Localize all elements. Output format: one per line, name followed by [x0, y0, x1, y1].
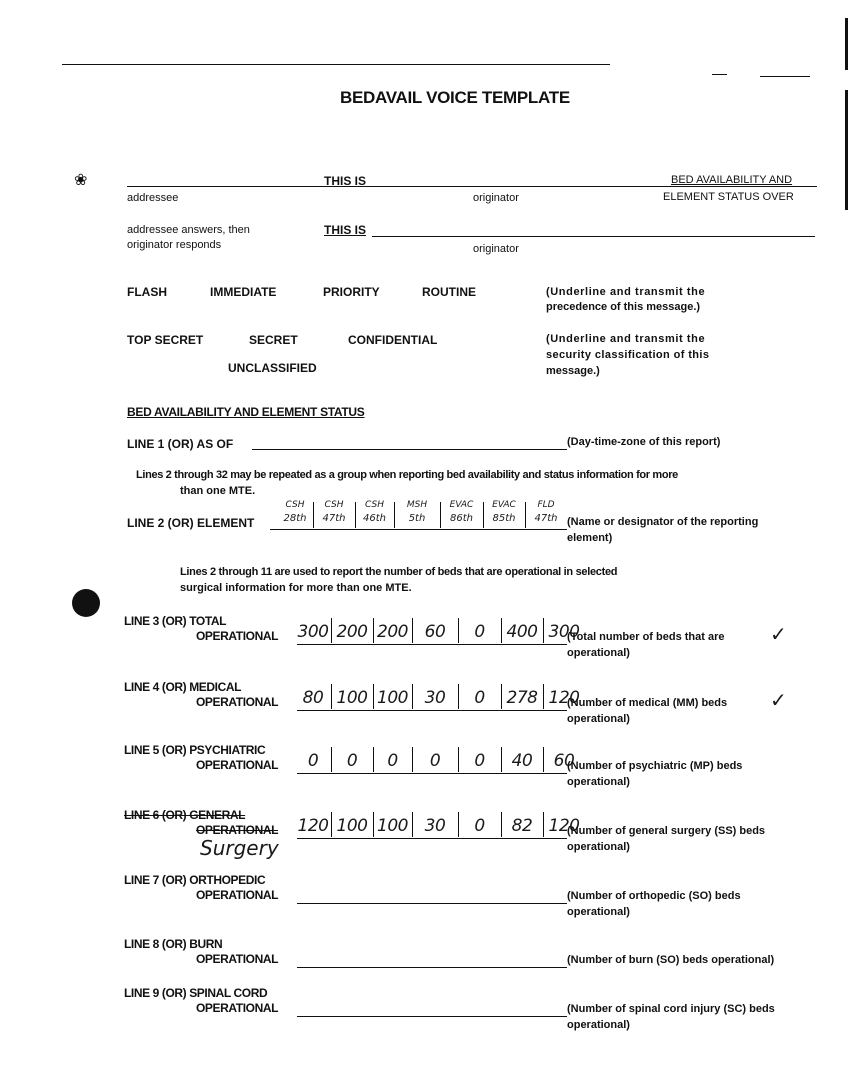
line-note-1: (Number of burn (SO) beds operational): [567, 954, 775, 966]
line-value: 278: [506, 688, 538, 708]
value-divider: [543, 747, 544, 772]
line-value: 60: [553, 751, 575, 771]
line-value: 100: [336, 688, 368, 708]
value-divider: [373, 747, 374, 772]
line-value: 0: [307, 751, 319, 771]
line-value: 0: [474, 816, 485, 836]
line-label-2: OPERATIONAL: [196, 888, 279, 902]
element-cell-top: MSH: [406, 500, 428, 510]
line-value: 82: [511, 816, 533, 836]
hole-punch: [72, 589, 100, 617]
line-value: 120: [548, 816, 580, 836]
this-is-label-1: THIS IS: [324, 174, 367, 188]
value-divider: [331, 747, 332, 772]
line-note-2: operational): [567, 906, 630, 918]
line-label-2: OPERATIONAL: [196, 758, 279, 772]
line-value: 120: [297, 816, 329, 836]
line-note-1: (Number of spinal cord injury (SC) beds: [567, 1003, 775, 1015]
value-divider: [373, 684, 374, 709]
line2-note-1: (Name or designator of the reporting: [567, 516, 759, 528]
line-field: [297, 710, 567, 711]
precedence-immediate: IMMEDIATE: [210, 285, 277, 299]
top-border-line-right2: [760, 76, 810, 77]
value-divider: [412, 618, 413, 643]
element-status-over: ELEMENT STATUS OVER: [663, 191, 794, 203]
element-cell-bottom: 47th: [322, 513, 346, 524]
line-value: 200: [336, 622, 368, 642]
line-value: 0: [387, 751, 398, 771]
value-divider: [458, 618, 459, 643]
value-divider: [331, 684, 332, 709]
element-cell-top: EVAC: [492, 500, 516, 510]
surgical-note-2: surgical information for more than one MTE.: [180, 582, 412, 594]
value-divider: [543, 618, 544, 643]
line-label-1: LINE 5 (OR) PSYCHIATRIC: [124, 743, 266, 757]
line-value: 0: [474, 622, 485, 642]
precedence-note-2: precedence of this message.): [546, 301, 701, 313]
handwritten-label: Surgery: [200, 836, 279, 860]
line-label-2: OPERATIONAL: [196, 823, 279, 837]
line-value: 100: [377, 688, 408, 708]
element-cell-top: CSH: [324, 500, 344, 510]
line-label-1: LINE 7 (OR) ORTHOPEDIC: [124, 873, 266, 887]
right-edge-mark2: [845, 90, 848, 210]
line-value: 0: [346, 751, 358, 771]
element-cell-top: CSH: [365, 500, 384, 510]
element-divider: [355, 502, 356, 528]
line-note-1: (Number of psychiatric (MP) beds: [567, 760, 743, 772]
line-note-2: operational): [567, 1019, 630, 1031]
class-note-1: (Underline and transmit the: [546, 333, 706, 345]
line-note-1: (Number of medical (MM) beds: [567, 697, 728, 709]
line-field: [297, 773, 567, 774]
element-divider: [483, 502, 484, 528]
line-value: 100: [377, 816, 408, 836]
line-value: 400: [506, 622, 538, 642]
element-cell-bottom: 5th: [408, 513, 426, 524]
line2-label: LINE 2 (OR) ELEMENT: [127, 516, 255, 530]
element-cell-bottom: 28th: [283, 513, 307, 524]
line-value: 0: [474, 688, 485, 708]
addressee-label: addressee: [127, 192, 179, 204]
value-divider: [543, 684, 544, 709]
line-field: [297, 838, 567, 839]
line-note-2: operational): [567, 776, 630, 788]
line-label-2: OPERATIONAL: [196, 629, 279, 643]
section-heading: BED AVAILABILITY AND ELEMENT STATUS: [127, 405, 365, 419]
line1-field: [252, 449, 567, 450]
element-cell-top: FLD: [537, 500, 555, 510]
line-value: 0: [474, 751, 485, 771]
class-note-2: security classification of this: [546, 349, 710, 361]
originator-line: [372, 236, 815, 237]
line-label-2: OPERATIONAL: [196, 952, 279, 966]
precedence-priority: PRIORITY: [323, 285, 380, 299]
line-field: [297, 967, 567, 968]
precedence-flash: FLASH: [127, 285, 167, 299]
line-note-1: (Total number of beds that are: [567, 631, 725, 643]
element-divider: [394, 502, 395, 528]
value-divider: [543, 812, 544, 837]
top-border-line: [62, 64, 610, 65]
element-divider: [313, 502, 314, 528]
line-label-1: LINE 6 (OR) GENERAL: [124, 808, 246, 822]
precedence-routine: ROUTINE: [422, 285, 476, 299]
originator-label-1: originator: [473, 192, 519, 204]
value-divider: [458, 812, 459, 837]
this-is-label-2: THIS IS: [324, 223, 367, 237]
value-divider: [501, 684, 502, 709]
element-cell-bottom: 85th: [492, 513, 516, 524]
line-value: 40: [511, 751, 533, 771]
element-cell-bottom: 47th: [534, 513, 558, 524]
line-note-2: operational): [567, 713, 630, 725]
line-value: 300: [548, 622, 580, 642]
line2-field: [270, 529, 567, 530]
value-divider: [501, 812, 502, 837]
value-divider: [412, 747, 413, 772]
line-note-1: (Number of orthopedic (SO) beds: [567, 890, 741, 902]
value-divider: [331, 812, 332, 837]
line-note-1: (Number of general surgery (SS) beds: [567, 825, 766, 837]
line2-note-2: element): [567, 532, 613, 544]
originator-responds-label: originator responds: [127, 239, 222, 251]
element-divider: [440, 502, 441, 528]
line1-label: LINE 1 (OR) AS OF: [127, 437, 234, 451]
line-label-2: OPERATIONAL: [196, 1001, 279, 1015]
value-divider: [373, 618, 374, 643]
line-label-1: LINE 4 (OR) MEDICAL: [124, 680, 242, 694]
value-divider: [501, 618, 502, 643]
element-cell-bottom: 86th: [450, 513, 473, 524]
margin-mark-icon: ❀: [74, 172, 88, 189]
element-cell-top: EVAC: [449, 500, 474, 510]
class-secret: SECRET: [249, 333, 298, 347]
addressee-answers-label: addressee answers, then: [127, 224, 250, 236]
precedence-note-1: (Underline and transmit the: [546, 286, 706, 298]
line-value: 200: [377, 622, 408, 642]
originator-label-2: originator: [473, 243, 519, 255]
addressee-line: [127, 186, 817, 187]
value-divider: [501, 747, 502, 772]
line-value: 0: [429, 751, 441, 771]
bed-availability-and: BED AVAILABILITY AND: [671, 174, 793, 186]
value-divider: [412, 812, 413, 837]
top-border-line-right: [712, 74, 727, 75]
surgical-note-1: Lines 2 through 11 are used to report the number of beds that are operational in selected: [180, 566, 618, 578]
class-unclassified: UNCLASSIFIED: [228, 361, 317, 375]
repeat-note-1: Lines 2 through 32 may be repeated as a group when reporting bed availability and status information for more: [136, 469, 678, 481]
page-title: BEDAVAIL VOICE TEMPLATE: [340, 88, 570, 107]
line-value: 30: [424, 816, 446, 836]
value-divider: [458, 747, 459, 772]
line-value: 100: [336, 816, 368, 836]
repeat-note-2: than one MTE.: [180, 485, 256, 497]
element-cell-top: CSH: [285, 500, 305, 510]
class-top-secret: TOP SECRET: [127, 333, 204, 347]
element-cell-bottom: 46th: [363, 513, 386, 524]
right-edge-mark: [845, 18, 848, 70]
line-value: 30: [424, 688, 446, 708]
value-divider: [412, 684, 413, 709]
line-note-2: operational): [567, 647, 630, 659]
element-divider: [525, 502, 526, 528]
line-value: 80: [302, 688, 324, 708]
value-divider: [458, 684, 459, 709]
line-value: 60: [424, 622, 446, 642]
line-label-2: OPERATIONAL: [196, 695, 279, 709]
line-label-1: LINE 9 (OR) SPINAL CORD: [124, 986, 268, 1000]
check-mark-icon: ✓: [770, 688, 787, 712]
line-field: [297, 1016, 567, 1017]
line1-note: (Day-time-zone of this report): [567, 436, 721, 448]
class-confidential: CONFIDENTIAL: [348, 333, 438, 347]
line-field: [297, 644, 567, 645]
line-field: [297, 903, 567, 904]
value-divider: [331, 618, 332, 643]
line-value: 120: [548, 688, 580, 708]
check-mark-icon: ✓: [770, 622, 787, 646]
class-note-3: message.): [546, 365, 600, 377]
value-divider: [373, 812, 374, 837]
line-label-1: LINE 3 (OR) TOTAL: [124, 614, 227, 628]
line-label-1: LINE 8 (OR) BURN: [124, 937, 223, 951]
line-note-2: operational): [567, 841, 630, 853]
line-value: 300: [297, 622, 329, 642]
